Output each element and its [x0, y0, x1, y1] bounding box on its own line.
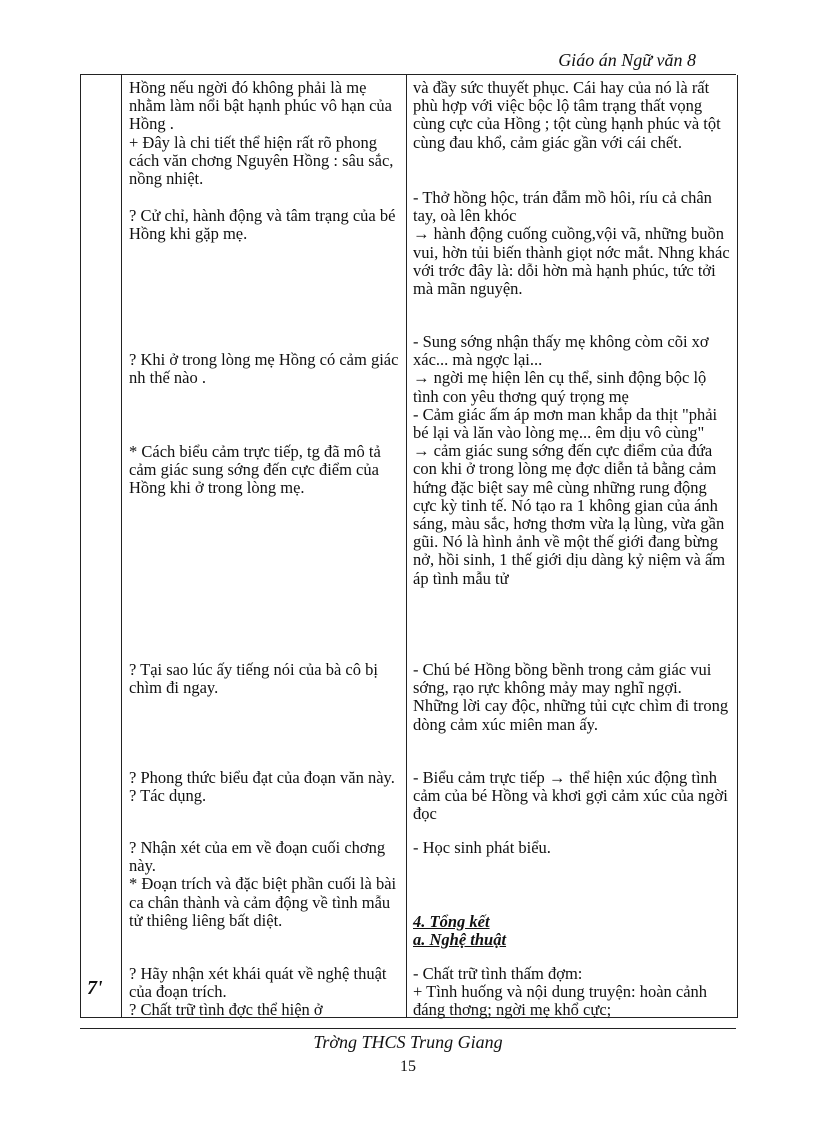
table-text: * Cách biểu cảm trực tiếp, tg đã mô tả cảm giác sung sớng đến cực điểm của Hồng khi ở trong lòng mẹ.: [129, 442, 381, 498]
table-text: - Chất trữ tình thấm đợm: + Tình huống và nội dung truyện: hoàn cảnh đáng thơng; ngời mẹ khổ cực;: [413, 964, 708, 1020]
footer-rule: [80, 1028, 736, 1029]
time-label: 7': [87, 977, 103, 999]
table-text: - Sung sớng nhận thấy mẹ không còm cõi xơ xác... mà ngợc lại... → ngời mẹ hiện lên cụ thể, sinh động bộc lộ tình con yêu thơng quý trọng mẹ - Cảm giác ấm áp mơn man khắp da thịt "phải bé lại và lăn vào lòng mẹ... êm dịu vô cùng" → cảm giác sung sớng đến cực điểm của đứa con khi ở trong lòng mẹ đợc diễn tả bằng cảm hứng đặc biệt say mê cùng những rung động cực kỳ tinh tế. Nó tạo ra 1 không gian của ánh sáng, màu sắc, hơng thơm vừa lạ lùng, vừa gần gũi. Nó là hình ảnh về một thế giới đang bừng nở, hồi sinh, 1 thế giới dịu dàng kỷ niệm và ấm áp tình mẫu tử: [413, 332, 726, 588]
section-heading: 4. Tổng kết: [413, 912, 490, 931]
table-text: ? Khi ở trong lòng mẹ Hồng có cảm giác nh thế nào .: [129, 350, 399, 388]
table-text: Hồng nếu ngời đó không phải là mẹ nhằm làm nổi bật hạnh phúc vô hạn của Hồng . + Đây là chi tiết thể hiện rất rõ phong cách văn chơng Nguyên Hồng : sâu sắc, nồng nhiệt.: [129, 78, 394, 189]
column-divider: [406, 75, 407, 1017]
table-text: và đầy sức thuyết phục. Cái hay của nó là rất phù hợp với việc bộc lộ tâm trạng thất vọng cùng cực của Hồng ; tột cùng hạnh phúc và tột cùng đau khổ, cảm giác gần với cái chết.: [413, 78, 721, 152]
table-text: - Biểu cảm trực tiếp → thể hiện xúc động tình cảm của bé Hồng và khơi gợi cảm xúc của ngời đọc: [413, 768, 728, 824]
page-number: 15: [400, 1058, 416, 1075]
lesson-table: [80, 75, 738, 1018]
footer-school: Trờng THCS Trung Giang: [313, 1032, 503, 1052]
table-text: - Thở hồng hộc, trán đẫm mồ hôi, ríu cả chân tay, oà lên khóc → hành động cuống cuồng,vội vã, những buồn vui, hờn tủi biến thành giọt nớc mắt. Nhng khác với trớc đây là: dỗi hờn mà hạnh phúc, tức tởi mà mãn nguyện.: [413, 188, 730, 299]
table-text: ? Nhận xét của em về đoạn cuối chơng này. * Đoạn trích và đặc biệt phần cuối là bài ca chân thành và cảm động về tình mẫu tử thiêng liêng bất diệt.: [129, 838, 397, 930]
column-divider: [121, 75, 122, 1017]
table-text: - Chú bé Hồng bồng bềnh trong cảm giác vui sớng, rạo rực không mảy may nghĩ ngợi. Những lời cay độc, những tủi cực chìm đi trong dòng cảm xúc miên man ấy.: [413, 660, 729, 734]
table-text: ? Cử chỉ, hành động và tâm trạng của bé Hồng khi gặp mẹ.: [129, 206, 396, 244]
table-text: ? Phong thức biểu đạt của đoạn văn này. ? Tác dụng.: [129, 768, 395, 806]
subsection-heading: a. Nghệ thuật: [413, 930, 507, 949]
table-text: ? Tại sao lúc ấy tiếng nói của bà cô bị chìm đi ngay.: [129, 660, 378, 698]
table-text: - Học sinh phát biểu.: [413, 838, 551, 857]
table-text: ? Hãy nhận xét khái quát về nghệ thuật của đoạn trích. ? Chất trữ tình đợc thể hiện ở: [129, 964, 387, 1020]
header-title: Giáo án Ngữ văn 8: [558, 50, 696, 70]
